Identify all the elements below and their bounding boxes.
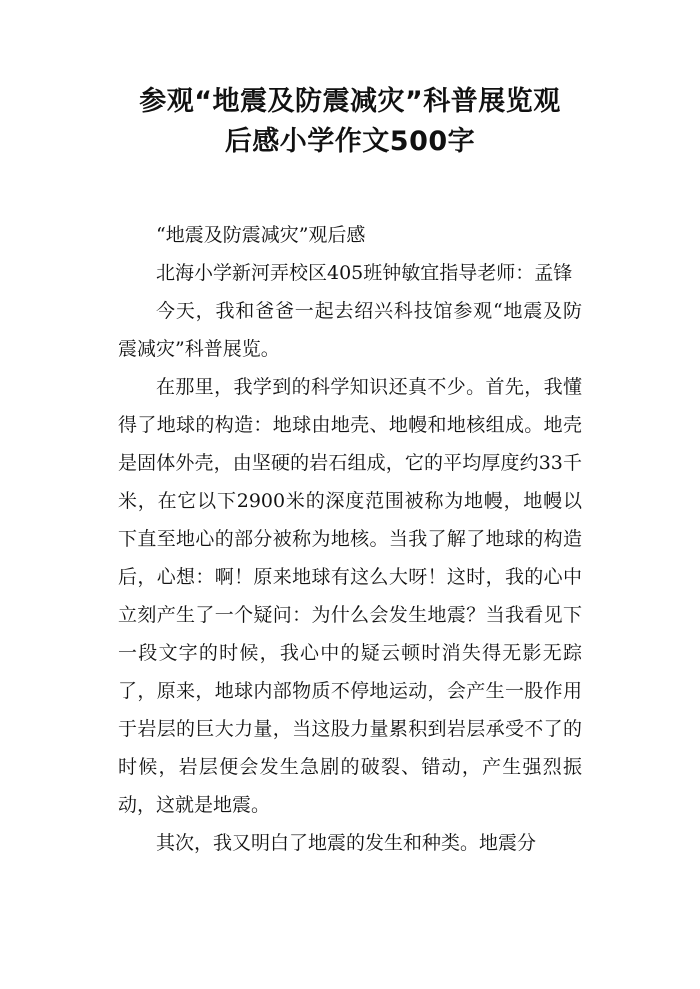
document-title xyxy=(104,82,596,162)
title-line-1: 参观“地震及防震减灾”科普展览观 xyxy=(139,86,561,117)
title-line-2: 后感小学作文500字 xyxy=(224,126,476,157)
subtitle-paragraph: “地震及防震减灾”观后感 xyxy=(156,224,366,246)
body-paragraph: 今天，我和爸爸一起去绍兴科技馆参观“地震及防震减灾”科普展览。 xyxy=(118,300,582,360)
author-paragraph: 北海小学新河弄校区405班钟敏宜指导老师：孟锋 xyxy=(156,262,573,284)
body-paragraph: 在那里，我学到的科学知识还真不少。首先，我懂得了地球的构造：地球由地壳、地幔和地核组成。地壳是固体外壳，由坚硬的岩石组成，它的平均厚度约33千米，在它以下2900米的深度范围被称为地幔，地幔以下直至地心的部分被称为地核。当我了解了地球的构造后，心想：啊！原来地球有这么大呀！这时，我的心中立刻产生了一个疑问：为什么会发生地震？当我看见下一段文字的时候，我心中的疑云顿时消失得无影无踪了，原来，地球内部物质不停地运动，会产生一股作用于岩层的巨大力量，当这股力量累积到岩层承受不了的时候，岩层便会发生急剧的破裂、错动，产生强烈振动，这就是地震。 xyxy=(118,376,582,816)
document-body xyxy=(118,216,582,862)
body-paragraph: 其次，我又明白了地震的发生和种类。地震分 xyxy=(156,832,537,854)
